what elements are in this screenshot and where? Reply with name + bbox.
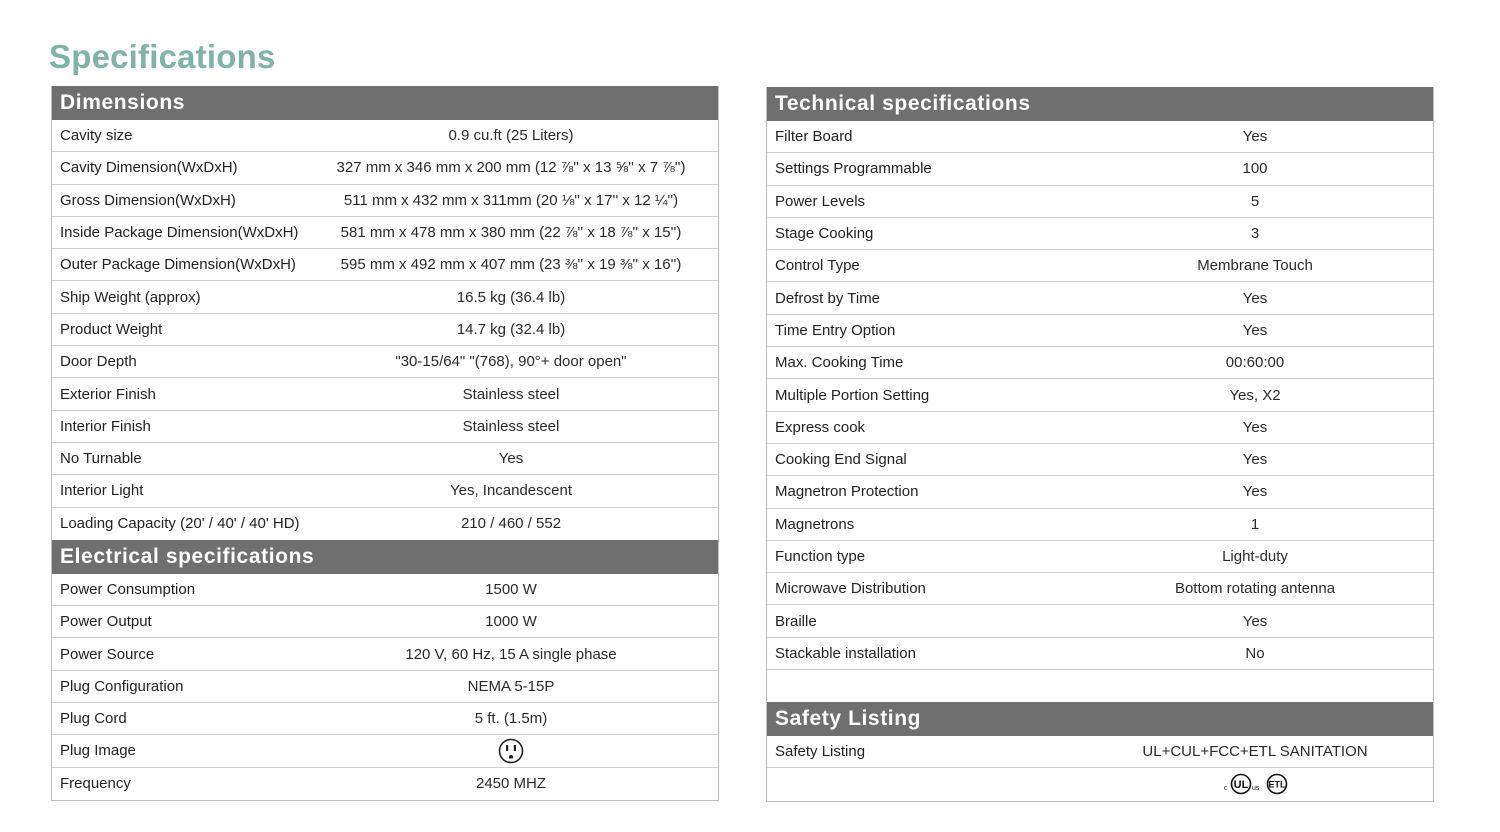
row-label: Plug Configuration	[60, 677, 184, 695]
table-row	[767, 768, 1433, 800]
row-label: Braille	[775, 612, 817, 630]
row-value: Membrane Touch	[1197, 257, 1313, 275]
row-label: No Turnable	[60, 450, 142, 468]
row-label: Loading Capacity (20' / 40' / 40' HD)	[60, 515, 300, 533]
safety-header: Safety Listing	[767, 702, 1433, 736]
row-value	[1097, 773, 1433, 795]
table-row	[767, 121, 1433, 153]
etl-listed-mark-icon	[1266, 773, 1288, 795]
row-value: Light-duty	[1222, 548, 1288, 565]
row-label: Time Entry Option	[775, 321, 896, 339]
table-row	[767, 476, 1433, 508]
row-value: Bottom rotating antenna	[1174, 580, 1336, 598]
row-label: Exterior Finish	[60, 385, 156, 403]
table-row	[52, 768, 718, 800]
table-row	[52, 735, 718, 767]
row-value: 327 mm x 346 mm x 200 mm (12 ⅞'' x 13 ⅝'' x 7 ⅞'')	[336, 159, 686, 177]
table-row	[52, 411, 718, 443]
row-label: Power Source	[60, 645, 155, 663]
row-value: NEMA 5-15P	[467, 677, 555, 695]
row-value: Yes	[1242, 612, 1268, 630]
dimensions-header: Dimensions	[52, 86, 718, 120]
row-value: Yes	[1242, 418, 1268, 436]
row-value: 00:60:00	[1225, 354, 1285, 372]
row-label: Cavity Dimension(WxDxH)	[60, 159, 238, 177]
row-label: Function type	[775, 548, 866, 565]
row-value: Yes	[1242, 483, 1268, 501]
row-value: 511 mm x 432 mm x 311mm (20 ⅛'' x 17'' x 12 ¼'')	[343, 191, 679, 209]
table-row	[767, 638, 1433, 670]
table-row	[52, 217, 718, 249]
row-value: 3	[1250, 225, 1260, 243]
row-label: Stackable installation	[775, 644, 916, 662]
table-row	[52, 281, 718, 313]
table-row	[52, 185, 718, 217]
table-row	[767, 347, 1433, 379]
row-label: Frequency	[60, 775, 131, 793]
row-label: Magnetron Protection	[775, 483, 919, 501]
row-label: Stage Cooking	[775, 225, 874, 243]
row-label: Plug Image	[60, 742, 136, 760]
row-value: 581 mm x 478 mm x 380 mm (22 ⅞'' x 18 ⅞'' x 15'')	[340, 224, 682, 242]
row-label: Microwave Distribution	[775, 580, 926, 598]
certification-marks	[1223, 773, 1288, 795]
table-row	[52, 120, 718, 152]
row-label: Settings Programmable	[775, 160, 932, 178]
table-row	[767, 250, 1433, 282]
row-value: Yes	[1242, 289, 1268, 307]
row-label: Interior Finish	[60, 417, 151, 435]
row-value: Stainless steel	[462, 385, 560, 403]
table-row	[52, 378, 718, 410]
row-value: "30-15/64" "(768), 90°+ door open"	[395, 353, 627, 371]
row-value: Yes	[1242, 321, 1268, 339]
row-label: Cooking End Signal	[775, 451, 907, 469]
safety-rows	[767, 736, 1433, 801]
row-label: Door Depth	[60, 353, 137, 371]
table-row	[767, 573, 1433, 605]
row-label: Product Weight	[60, 320, 163, 338]
table-row	[767, 218, 1433, 250]
row-value: 210 / 460 / 552	[460, 515, 562, 533]
table-row	[52, 703, 718, 735]
table-row	[52, 606, 718, 638]
technical-rows	[767, 121, 1433, 702]
row-value: Yes	[1242, 128, 1268, 146]
cul-prefix-text: c	[1223, 785, 1227, 793]
table-row	[52, 249, 718, 281]
table-row	[52, 475, 718, 507]
us-suffix-text: us	[1251, 785, 1259, 793]
row-value: Stainless steel	[462, 417, 560, 435]
electrical-header: Electrical specifications	[52, 540, 718, 574]
row-label: Control Type	[775, 257, 860, 275]
row-value: 120 V, 60 Hz, 15 A single phase	[405, 645, 617, 663]
table-row	[52, 508, 718, 540]
row-label: Express cook	[775, 418, 866, 436]
row-label: Outer Package Dimension(WxDxH)	[60, 256, 296, 274]
row-label: Safety Listing	[775, 743, 866, 761]
table-row	[767, 605, 1433, 637]
table-row	[767, 186, 1433, 218]
table-row	[767, 736, 1433, 768]
row-value: 16.5 kg (36.4 lb)	[456, 288, 566, 306]
row-label: Inside Package Dimension(WxDxH)	[60, 224, 299, 242]
row-label: Plug Cord	[60, 710, 127, 728]
cul-us-listed-mark-icon	[1223, 773, 1263, 795]
row-value: 1500 W	[485, 581, 537, 598]
table-row	[52, 671, 718, 703]
row-value: Yes	[1242, 451, 1268, 469]
row-value: 2450 MHZ	[475, 775, 547, 793]
table-row	[52, 638, 718, 670]
row-value: No	[1245, 644, 1265, 662]
dimensions-rows	[52, 120, 718, 540]
electrical-rows	[52, 574, 718, 800]
row-value: Yes, Incandescent	[449, 482, 573, 500]
row-value: Yes, X2	[1229, 386, 1281, 404]
nema-5-15-plug-icon	[498, 738, 524, 764]
etl-mark-text: ETL	[1268, 779, 1285, 790]
page-title: Specifications	[49, 38, 276, 75]
table-row	[52, 346, 718, 378]
row-value: Yes	[498, 450, 524, 468]
row-value: 14.7 kg (32.4 lb)	[456, 320, 566, 338]
row-value: 5	[1250, 192, 1260, 210]
row-value: 100	[1242, 160, 1268, 178]
row-label: Power Output	[60, 613, 152, 631]
row-value: 0.9 cu.ft (25 Liters)	[448, 127, 574, 145]
row-value: UL+CUL+FCC+ETL SANITATION	[1142, 743, 1368, 761]
row-label: Filter Board	[775, 128, 853, 146]
row-label: Max. Cooking Time	[775, 354, 904, 372]
row-label: Magnetrons	[775, 515, 855, 533]
row-label: Ship Weight (approx)	[60, 288, 201, 306]
row-label: Cavity size	[60, 127, 133, 145]
row-value: 595 mm x 492 mm x 407 mm (23 ⅜'' x 19 ⅜'' x 16'')	[340, 256, 682, 274]
technical-header: Technical specifications	[767, 87, 1433, 121]
row-label: Gross Dimension(WxDxH)	[60, 191, 236, 209]
row-value: 1	[1250, 515, 1260, 533]
table-row	[767, 444, 1433, 476]
row-label: Power Consumption	[60, 581, 196, 598]
table-row	[52, 574, 718, 606]
table-row	[767, 509, 1433, 541]
table-row	[52, 152, 718, 184]
row-value: 1000 W	[485, 613, 537, 631]
table-row	[767, 379, 1433, 411]
row-value	[310, 738, 718, 764]
row-label: Interior Light	[60, 482, 144, 500]
left-spec-table	[51, 86, 719, 801]
row-value: 5 ft. (1.5m)	[474, 710, 548, 728]
table-row	[767, 541, 1433, 573]
table-row	[52, 314, 718, 346]
row-label: Multiple Portion Setting	[775, 386, 930, 404]
right-spec-table	[766, 87, 1434, 802]
table-row	[767, 282, 1433, 314]
table-row	[767, 315, 1433, 347]
table-row	[767, 412, 1433, 444]
empty-row	[767, 670, 1433, 702]
ul-mark-text: UL	[1233, 779, 1248, 792]
table-row	[767, 153, 1433, 185]
table-row	[52, 443, 718, 475]
row-label: Power Levels	[775, 192, 866, 210]
row-label: Defrost by Time	[775, 289, 881, 307]
